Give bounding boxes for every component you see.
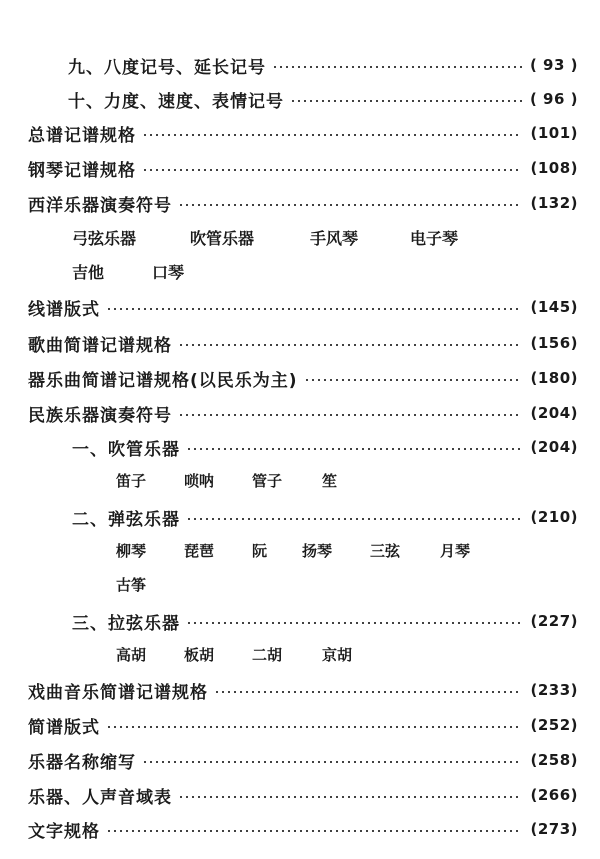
entry-title: 线谱版式	[28, 299, 100, 320]
dot-leader	[290, 100, 522, 102]
plucked-instruments-row-2	[0, 572, 600, 598]
dot-leader	[142, 761, 522, 763]
subitem: 电子琴	[410, 229, 459, 248]
entry-page: (273)	[530, 820, 578, 838]
entry-title: 总谱记谱规格	[28, 125, 136, 146]
western-instruments-row-1	[0, 226, 600, 252]
toc-entry-abbreviations	[28, 747, 578, 773]
entry-page: (132)	[530, 194, 578, 212]
subitem: 月琴	[440, 542, 471, 560]
entry-page: (108)	[530, 159, 578, 177]
entry-page: (252)	[530, 716, 578, 734]
subitem: 古筝	[116, 576, 147, 594]
dot-leader	[186, 448, 522, 450]
entry-title: 三、拉弦乐器	[72, 613, 180, 634]
entry-page: ( 93 )	[529, 56, 578, 74]
subitem: 柳琴	[116, 542, 147, 560]
subitem: 唢呐	[184, 472, 215, 490]
dot-leader	[178, 344, 522, 346]
entry-page: (227)	[530, 612, 578, 630]
entry-page: (210)	[530, 508, 578, 526]
subitem: 二胡	[252, 646, 283, 664]
toc-entry-jianpu-layout	[28, 712, 578, 738]
entry-title: 一、吹管乐器	[72, 439, 180, 460]
dot-leader	[186, 518, 522, 520]
entry-title: 二、弹弦乐器	[72, 509, 180, 530]
subitem: 三弦	[370, 542, 401, 560]
subitem: 琵琶	[184, 542, 215, 560]
toc-entry-opera-jianpu	[28, 677, 578, 703]
toc-entry-folk-symbols	[28, 400, 578, 426]
subitem: 京胡	[322, 646, 353, 664]
entry-page: (204)	[530, 438, 578, 456]
bowed-instruments-row	[0, 642, 600, 668]
entry-title: 戏曲音乐简谱记谱规格	[28, 682, 208, 703]
subitem: 弓弦乐器	[72, 229, 137, 248]
dot-leader	[214, 691, 522, 693]
dot-leader	[142, 134, 522, 136]
entry-title: 器乐曲简谱记谱规格(以民乐为主)	[28, 370, 298, 391]
dot-leader	[178, 796, 522, 798]
dot-leader	[106, 308, 522, 310]
entry-title: 文字规格	[28, 821, 100, 842]
subitem: 笛子	[116, 472, 147, 490]
subitem: 阮	[252, 542, 268, 560]
entry-page: (145)	[530, 298, 578, 316]
toc-entry-instrumental-jianpu	[28, 365, 578, 391]
subitem: 扬琴	[302, 542, 333, 560]
entry-title: 十、力度、速度、表情记号	[68, 91, 284, 112]
entry-title: 九、八度记号、延长记号	[68, 57, 266, 78]
dot-leader	[142, 169, 522, 171]
entry-title: 民族乐器演奏符号	[28, 405, 172, 426]
subitem: 板胡	[184, 646, 215, 664]
toc-entry-staff-layout	[28, 294, 578, 320]
toc-entry-ranges	[28, 782, 578, 808]
entry-page: (233)	[530, 681, 578, 699]
dot-leader	[106, 726, 522, 728]
subitem: 吉他	[72, 263, 105, 282]
toc-entry-western-symbols	[28, 190, 578, 216]
wind-instruments-row	[0, 468, 600, 494]
toc-entry-bowed	[72, 608, 578, 634]
dot-leader	[304, 379, 523, 381]
toc-entry-text-rules	[28, 816, 578, 842]
toc-entry-song-jianpu	[28, 330, 578, 356]
entry-page: (101)	[530, 124, 578, 142]
toc-entry-wind	[72, 434, 578, 460]
dot-leader	[272, 66, 522, 68]
dot-leader	[178, 204, 522, 206]
toc-entry-piano-rules	[28, 155, 578, 181]
entry-title: 简谱版式	[28, 717, 100, 738]
toc-entry-plucked	[72, 504, 578, 530]
subitem: 管子	[252, 472, 283, 490]
dot-leader	[178, 414, 522, 416]
entry-page: (180)	[530, 369, 578, 387]
subitem: 笙	[322, 472, 338, 490]
toc-entry-dynamics-tempo	[68, 86, 578, 112]
toc-entry-octave-fermata	[68, 52, 578, 78]
entry-title: 乐器、人声音域表	[28, 787, 172, 808]
dot-leader	[106, 830, 522, 832]
subitem: 手风琴	[310, 229, 359, 248]
entry-page: ( 96 )	[529, 90, 578, 108]
entry-title: 西洋乐器演奏符号	[28, 195, 172, 216]
entry-title: 钢琴记谱规格	[28, 160, 136, 181]
subitem: 吹管乐器	[190, 229, 255, 248]
entry-title: 乐器名称缩写	[28, 752, 136, 773]
entry-title: 歌曲简谱记谱规格	[28, 335, 172, 356]
subitem: 高胡	[116, 646, 147, 664]
entry-page: (258)	[530, 751, 578, 769]
toc-entry-score-rules	[28, 120, 578, 146]
entry-page: (204)	[530, 404, 578, 422]
plucked-instruments-row-1	[0, 538, 600, 564]
entry-page: (156)	[530, 334, 578, 352]
entry-page: (266)	[530, 786, 578, 804]
western-instruments-row-2	[0, 260, 600, 286]
dot-leader	[186, 622, 522, 624]
subitem: 口琴	[152, 263, 185, 282]
